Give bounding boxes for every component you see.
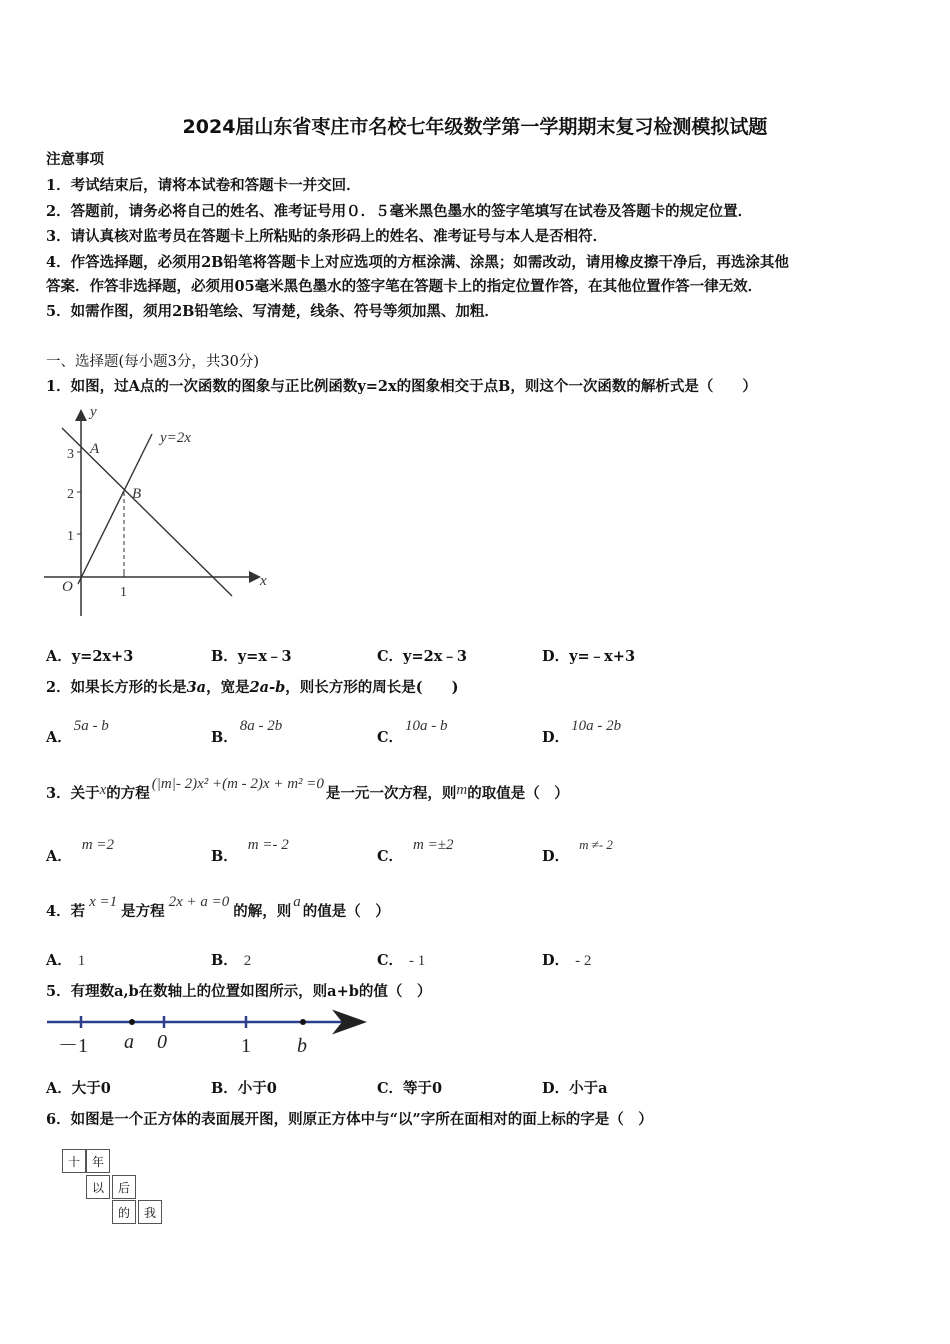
notice-item: 5．如需作图，须用2B铅笔绘、写清楚，线条、符号等须加黑、加粗．	[46, 303, 499, 320]
q1-option-d[interactable]: D．y=﹣x+3	[542, 648, 636, 665]
q2-option-c[interactable]: C．10a - b	[377, 718, 448, 746]
section-heading: 一、选择题(每小题3分，共30分)	[46, 354, 259, 370]
label-b: b	[297, 1035, 307, 1057]
q1-option-b[interactable]: B．y=x﹣3	[211, 648, 292, 665]
q3-option-d[interactable]: D．m ≠- 2	[542, 837, 613, 865]
y-axis-label: y	[90, 404, 97, 420]
notice-item: 1．考试结束后，请将本试卷和答题卡一并交回．	[46, 177, 361, 194]
x-tick-label: 1	[120, 585, 127, 600]
q6-stem: 6．如图是一个正方体的表面展开图，则原正方体中与“以”字所在面相对的面上标的字是（ ）	[46, 1111, 653, 1128]
y-tick-label: 1	[67, 529, 74, 544]
notice-item: 4．作答选择题，必须用2B铅笔将答题卡上对应选项的方框涂满、涂黑；如需改动，请用橡皮擦干净后，再选涂其他	[46, 254, 789, 271]
net-cell: 年	[86, 1149, 110, 1173]
q5-stem: 5．有理数a,b在数轴上的位置如图所示，则a+b的值（ ）	[46, 983, 432, 1000]
notice-heading: 注意事项	[46, 151, 104, 168]
q4-option-b[interactable]: B． 2	[211, 952, 252, 969]
q5-option-a[interactable]: A．大于0	[46, 1080, 111, 1097]
q3-option-a[interactable]: A．m =2	[46, 837, 114, 865]
notice-item: 3．请认真核对监考员在答题卡上所粘贴的条形码上的姓名、准考证号与本人是否相符．	[46, 228, 608, 245]
q4-stem: 4．若x =1是方程2x + a =0的解，则a的值是（ ）	[46, 894, 390, 920]
q1-stem: 1．如图，过A点的一次函数的图象与正比例函数y=2x的图象相交于点B，则这个一次函数的解析式是（ ）	[46, 378, 757, 395]
q1-option-a[interactable]: A．y=2x+3	[46, 648, 134, 665]
q4-option-d[interactable]: D． - 2	[542, 952, 592, 969]
q2-option-a[interactable]: A．5a - b	[46, 718, 109, 746]
q3-option-b[interactable]: B．m =- 2	[211, 837, 289, 865]
page-title: 2024届山东省枣庄市名校七年级数学第一学期期末复习检测模拟试题	[182, 116, 768, 138]
label-1: 1	[241, 1035, 251, 1057]
y-tick-label: 2	[67, 487, 74, 502]
notice-item: 答案．作答非选择题，必须用05毫米黑色墨水的签字笔在答题卡上的指定位置作答，在其他位置作答一律无效．	[46, 278, 763, 295]
q5-option-d[interactable]: D．小于a	[542, 1080, 608, 1097]
net-cell: 十	[62, 1149, 86, 1173]
line-label: y=2x	[160, 430, 191, 446]
net-cell: 的	[112, 1200, 136, 1224]
label-neg1: －1	[58, 1035, 88, 1057]
q2-stem: 2．如果长方形的长是3a，宽是2a-b，则长方形的周长是( )	[46, 679, 459, 696]
q4-option-c[interactable]: C． - 1	[377, 952, 426, 969]
net-cell: 我	[138, 1200, 162, 1224]
q5-number-line	[44, 1008, 374, 1060]
q5-option-b[interactable]: B．小于0	[211, 1080, 277, 1097]
point-b	[300, 1019, 306, 1025]
line-through-a	[62, 428, 232, 596]
q3-stem: 3．关于x的方程(|m|- 2)x² +(m - 2)x + m² =0是一元一次方程，则m的取值是（ ）	[46, 776, 569, 802]
net-cell: 以	[86, 1175, 110, 1199]
y-tick-label: 3	[67, 447, 74, 462]
q1-option-c[interactable]: C．y=2x﹣3	[377, 648, 467, 665]
label-0: 0	[157, 1031, 167, 1053]
q4-option-a[interactable]: A． 1	[46, 952, 86, 969]
label-a: a	[124, 1031, 134, 1053]
q2-option-b[interactable]: B．8a - 2b	[211, 718, 283, 746]
q5-option-c[interactable]: C．等于0	[377, 1080, 443, 1097]
point-b-label: B	[132, 486, 142, 502]
x-axis-label: x	[260, 573, 267, 589]
notice-item: 2．答题前，请务必将自己的姓名、准考证号用０．５毫米黑色墨水的签字笔填写在试卷及答题卡的规定位置．	[46, 203, 753, 220]
q1-graph	[40, 398, 290, 623]
point-a	[129, 1019, 135, 1025]
point-a-label: A	[90, 441, 100, 457]
q3-option-c[interactable]: C．m =±2	[377, 837, 454, 865]
origin-label: O	[62, 579, 73, 595]
q2-option-d[interactable]: D．10a - 2b	[542, 718, 622, 746]
net-cell: 后	[112, 1175, 136, 1199]
